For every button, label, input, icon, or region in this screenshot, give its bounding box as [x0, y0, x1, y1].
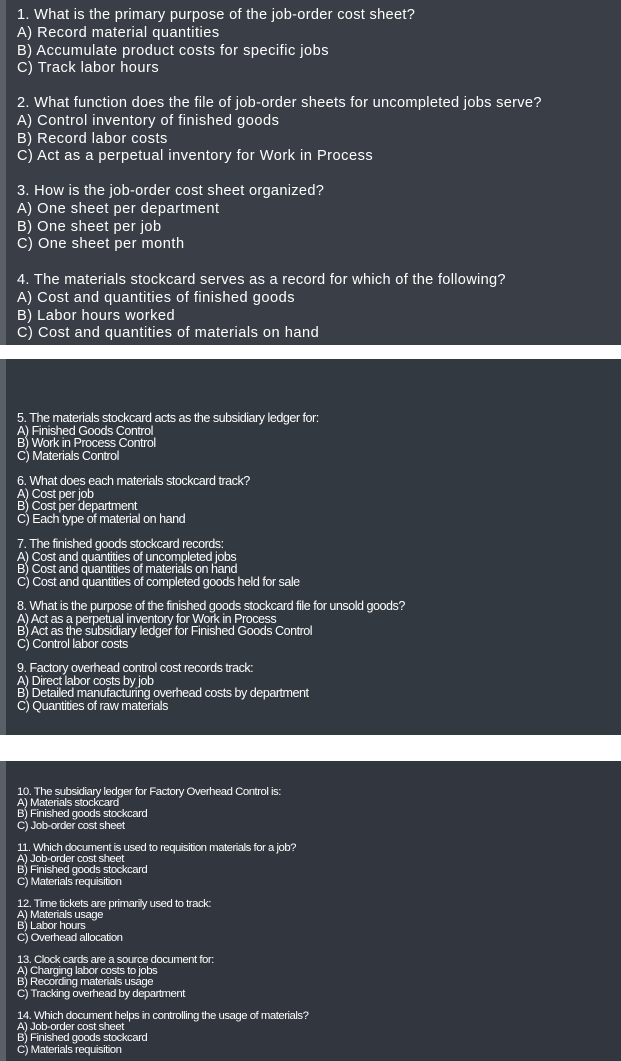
option-a: A) Finished Goods Control [17, 423, 153, 438]
question-stem: 2. What function does the file of job-order sheets for uncompleted jobs serve? [17, 95, 542, 111]
option-a: A) Charging labor costs to jobs [17, 965, 158, 978]
option-b: B) Recording materials usage [17, 976, 154, 989]
option-c: C) Overhead allocation [17, 931, 123, 944]
option-c: C) Materials requisition [17, 1043, 122, 1056]
question-9 [17, 662, 617, 712]
question-stem: 7. The finished goods stockcard records: [17, 537, 224, 551]
question-stem: 4. The materials stockcard serves as a record for which of the following? [17, 272, 506, 288]
option-c: C) Cost and quantities of materials on hand [17, 325, 320, 342]
panel-edge [0, 0, 6, 345]
option-b: B) Finished goods stockcard [17, 1032, 148, 1045]
option-b: B) Act as the subsidiary ledger for Finished Goods Control [17, 624, 313, 639]
questions-panel-2 [0, 359, 621, 735]
question-4 [17, 272, 617, 343]
option-b: B) Labor hours [17, 920, 86, 933]
question-10 [17, 787, 617, 832]
question-stem: 3. How is the job-order cost sheet organized? [17, 183, 325, 199]
question-stem: 13. Clock cards are a source document for: [17, 954, 214, 966]
question-stem: 6. What does each materials stockcard track? [17, 474, 250, 488]
option-a: A) Record material quantities [17, 24, 220, 41]
option-a: A) Cost per job [17, 486, 94, 501]
option-b: B) Cost per department [17, 499, 137, 514]
option-c: C) Each type of material on hand [17, 511, 186, 526]
question-13 [17, 955, 617, 1000]
option-a: A) One sheet per department [17, 200, 220, 217]
option-c: C) Act as a perpetual inventory for Work in Process [17, 148, 374, 165]
option-a: A) Job-order cost sheet [17, 1021, 124, 1034]
option-c: C) Materials Control [17, 448, 119, 463]
option-c: C) Control labor costs [17, 636, 128, 651]
option-a: A) Control inventory of finished goods [17, 112, 280, 129]
question-stem: 10. The subsidiary ledger for Factory Overhead Control is: [17, 786, 281, 798]
option-a: A) Cost and quantities of uncompleted jobs [17, 549, 237, 564]
question-stem: 11. Which document is used to requisition materials for a job? [17, 842, 297, 854]
option-c: C) Materials requisition [17, 875, 122, 888]
question-stem: 12. Time tickets are primarily used to track: [17, 898, 211, 910]
option-c: C) Track labor hours [17, 60, 160, 77]
option-a: A) Cost and quantities of finished goods [17, 289, 295, 306]
option-b: B) Cost and quantities of materials on hand [17, 562, 238, 577]
question-2 [17, 95, 617, 166]
question-12 [17, 899, 617, 944]
option-a: A) Materials usage [17, 909, 103, 922]
questions-panel-1 [0, 0, 621, 345]
option-c: C) Tracking overhead by department [17, 987, 185, 1000]
question-stem: 14. Which document helps in controlling the usage of materials? [17, 1010, 309, 1022]
question-stem: 1. What is the primary purpose of the job-order cost sheet? [17, 7, 416, 23]
option-b: B) Labor hours worked [17, 307, 176, 324]
question-7 [17, 538, 617, 588]
option-c: C) One sheet per month [17, 236, 185, 253]
option-b: B) Finished goods stockcard [17, 808, 148, 821]
option-b: B) One sheet per job [17, 218, 162, 235]
question-1 [17, 7, 617, 78]
panel-edge [0, 359, 6, 735]
question-14 [17, 1011, 617, 1056]
option-b: B) Work in Process Control [17, 436, 156, 451]
option-a: A) Materials stockcard [17, 797, 119, 810]
questions-panel-3 [0, 761, 621, 1061]
question-6 [17, 475, 617, 525]
option-a: A) Act as a perpetual inventory for Work in Process [17, 611, 277, 626]
panel-edge [0, 761, 6, 1061]
question-5 [17, 412, 617, 462]
option-c: C) Job-order cost sheet [17, 819, 125, 832]
question-11 [17, 843, 617, 888]
option-a: A) Job-order cost sheet [17, 853, 124, 866]
option-b: B) Accumulate product costs for specific jobs [17, 42, 330, 59]
question-stem: 5. The materials stockcard acts as the subsidiary ledger for: [17, 411, 319, 425]
option-b: B) Detailed manufacturing overhead costs by department [17, 686, 309, 701]
option-c: C) Quantities of raw materials [17, 698, 168, 713]
option-a: A) Direct labor costs by job [17, 673, 154, 688]
option-c: C) Cost and quantities of completed goods held for sale [17, 574, 300, 589]
option-b: B) Record labor costs [17, 130, 168, 147]
question-8 [17, 600, 617, 650]
question-stem: 9. Factory overhead control cost records track: [17, 661, 254, 675]
question-3 [17, 183, 617, 254]
question-stem: 8. What is the purpose of the finished goods stockcard file for unsold goods? [17, 599, 405, 613]
option-b: B) Finished goods stockcard [17, 864, 148, 877]
